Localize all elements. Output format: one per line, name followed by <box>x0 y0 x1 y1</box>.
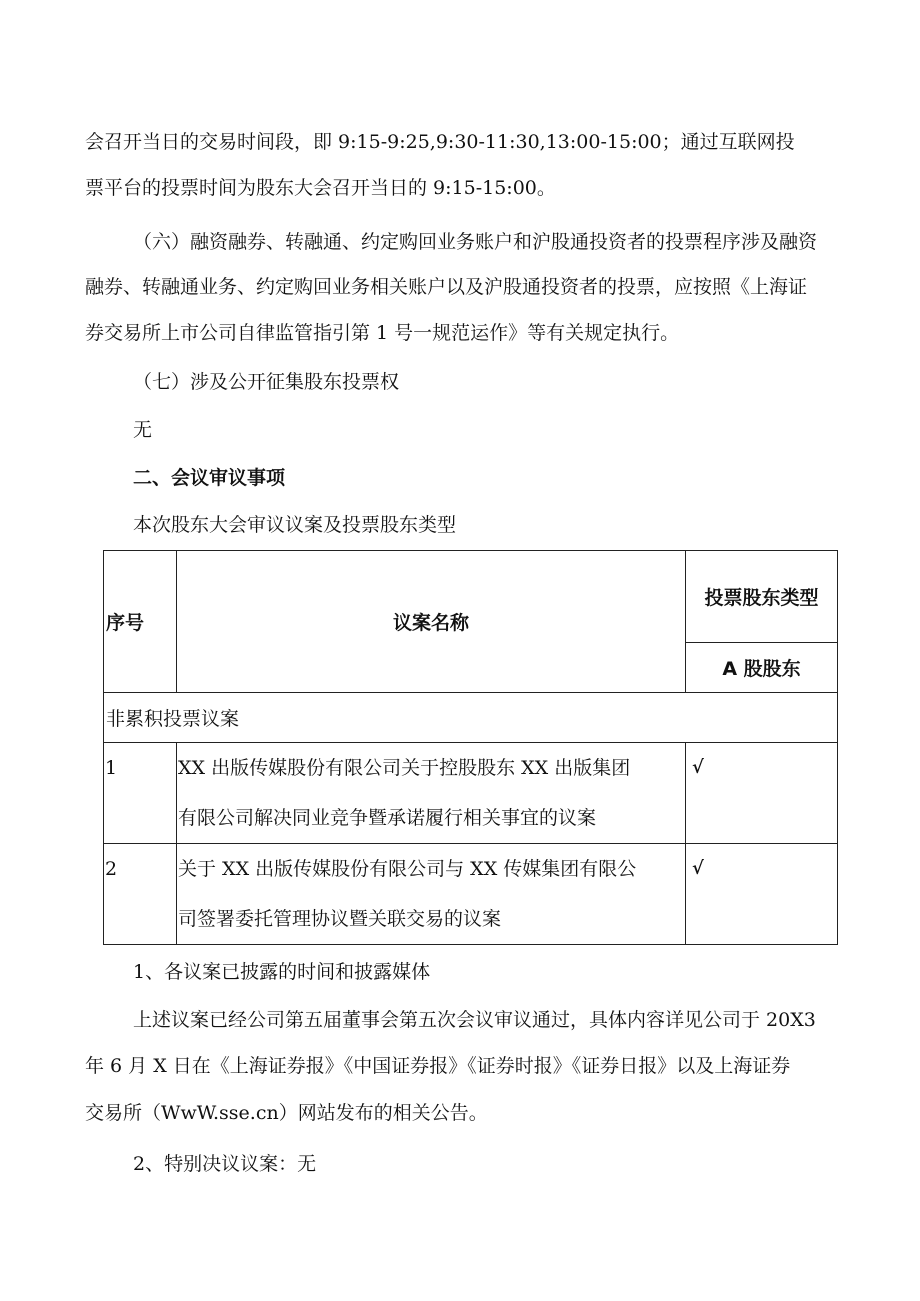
text-line: 会召开当日的交易时间段，即 9:15-9:25,9:30-11:30,13:00-15:00；通过互联网投 <box>85 131 795 153</box>
text-line: 年 6 月 X 日在《上海证券报》《中国证券报》《证券时报》《证券日报》以及上海证券 <box>85 1055 791 1077</box>
header-seq: 序号 <box>104 551 177 693</box>
section-public-solicitation: （七）涉及公开征集股东投票权 <box>133 371 400 393</box>
motions-table <box>103 550 838 945</box>
item-special-resolution: 2、特别决议议案：无 <box>133 1153 317 1175</box>
header-voter-type: 投票股东类型 <box>686 551 838 643</box>
header-a-share: A 股股东 <box>686 643 838 693</box>
motion-name-line: XX 出版传媒股份有限公司关于控股股东 XX 出版集团 <box>178 757 631 779</box>
text-line: （六）融资融券、转融通、约定购回业务账户和沪股通投资者的投票程序涉及融资 <box>133 231 818 253</box>
table-intro: 本次股东大会审议议案及投票股东类型 <box>133 514 457 536</box>
motion-name-line: 关于 XX 出版传媒股份有限公司与 XX 传媒集团有限公 <box>178 858 637 880</box>
table-row <box>104 743 838 844</box>
text-line: 上述议案已经公司第五届董事会第五次会议审议通过，具体内容详见公司于 20X3 <box>133 1009 816 1031</box>
text-line: 交易所（WwW.sse.cn）网站发布的相关公告。 <box>85 1102 488 1124</box>
text-line: 券交易所上市公司自律监管指引第 1 号一规范运作》等有关规定执行。 <box>85 322 680 344</box>
section-non-cumulative: 非累积投票议案 <box>104 693 838 743</box>
header-motion-name: 议案名称 <box>177 551 686 693</box>
row-motion-name <box>177 844 686 945</box>
table-row <box>104 844 838 945</box>
text-line: 融券、转融通业务、约定购回业务相关账户以及沪股通投资者的投票，应按照《上海证 <box>85 276 808 298</box>
heading-meeting-matters: 二、会议审议事项 <box>133 467 286 489</box>
item-disclosure-heading: 1、各议案已披露的时间和披露媒体 <box>133 961 431 983</box>
row-seq: 1 <box>104 743 177 844</box>
row-motion-name <box>177 743 686 844</box>
text-line: 票平台的投票时间为股东大会召开当日的 9:15-15:00。 <box>85 177 556 199</box>
motion-name-line: 有限公司解决同业竞争暨承诺履行相关事宜的议案 <box>178 807 597 829</box>
text-none: 无 <box>133 419 153 441</box>
motion-name-line: 司签署委托管理协议暨关联交易的议案 <box>178 908 502 930</box>
row-a-share-check: √ <box>686 743 838 844</box>
row-a-share-check: √ <box>686 844 838 945</box>
row-seq: 2 <box>104 844 177 945</box>
